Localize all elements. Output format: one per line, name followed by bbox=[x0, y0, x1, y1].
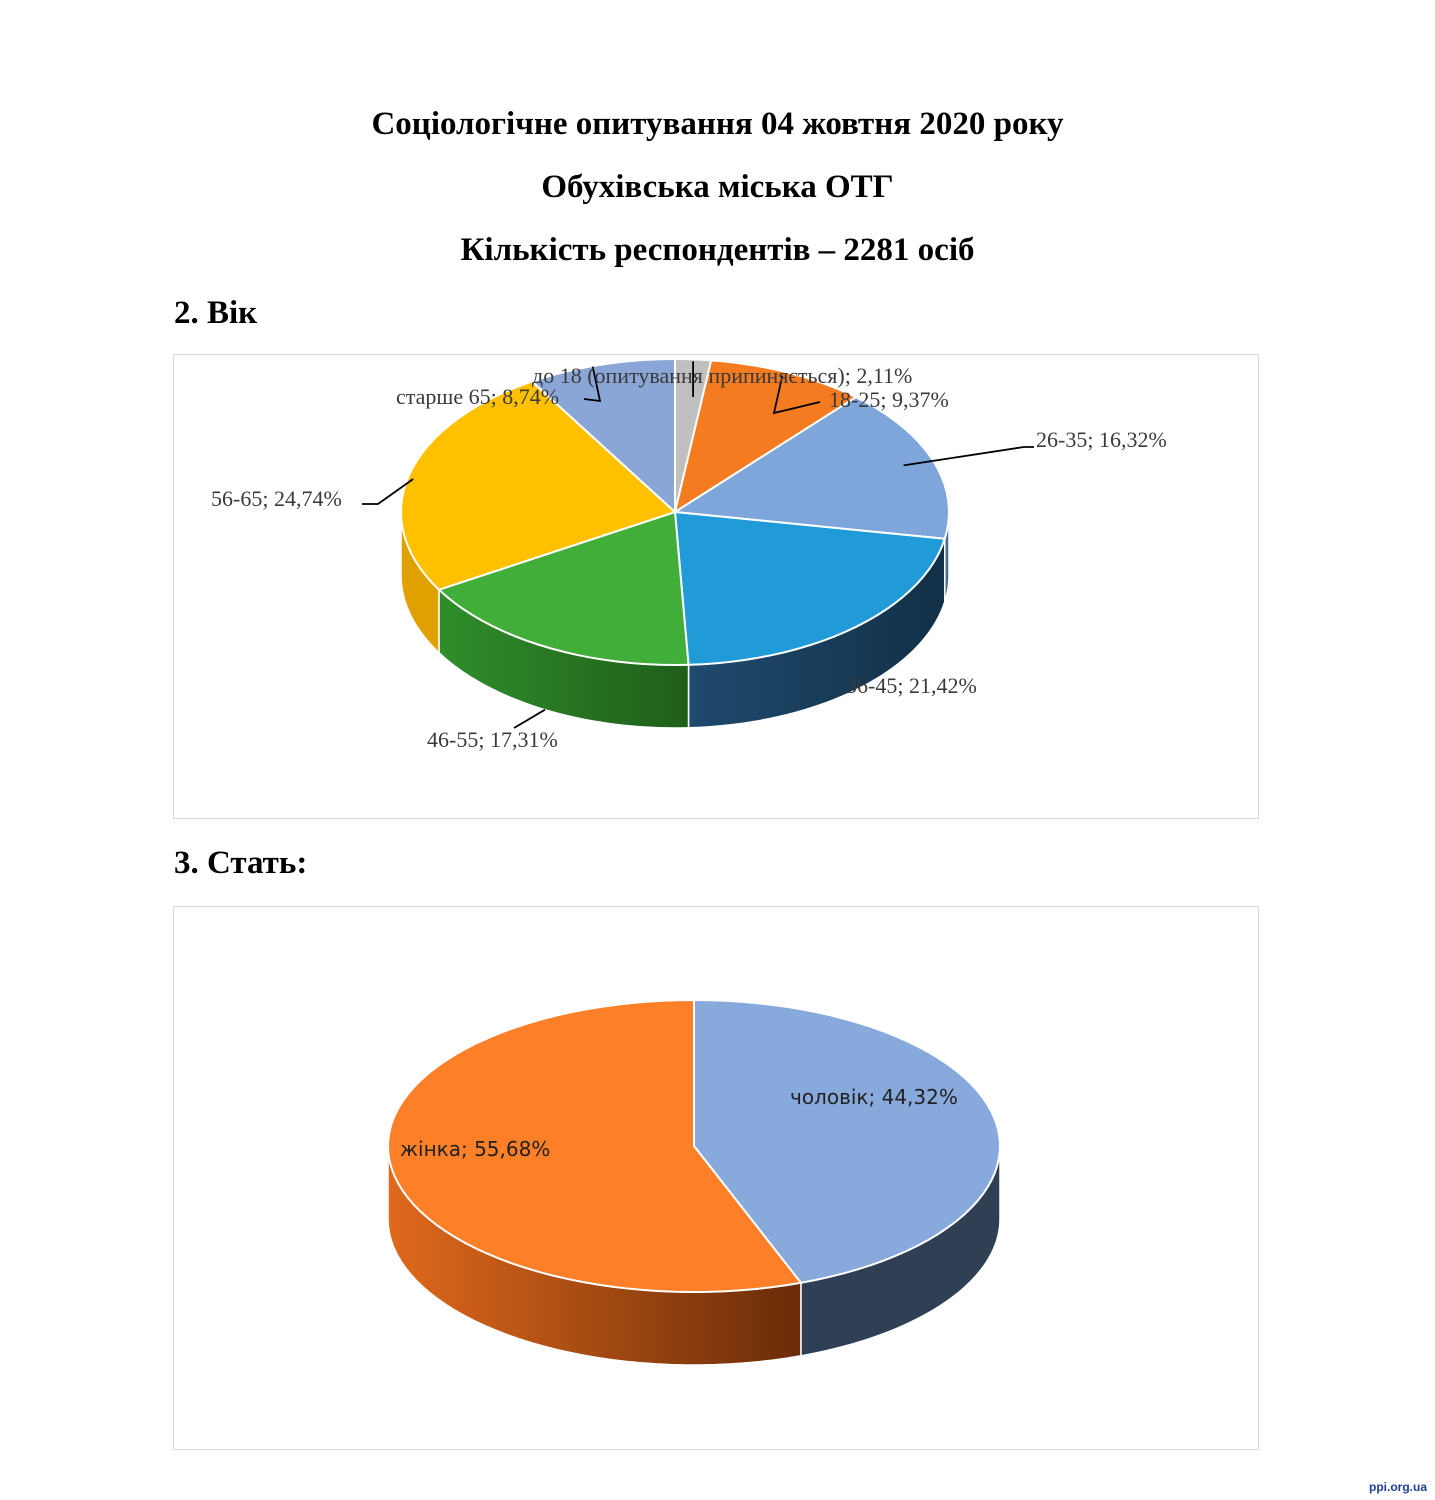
gender-section-heading: 3. Стать: bbox=[174, 845, 308, 881]
report-title: Соціологічне опитування 04 жовтня 2020 року bbox=[371, 106, 1064, 142]
age-chart bbox=[173, 354, 1259, 819]
gender-pie-svg bbox=[174, 907, 1260, 1451]
data-label-жінка: жінка; 55,68% bbox=[400, 1137, 551, 1161]
age-section-heading: 2. Вік bbox=[174, 295, 258, 331]
data-label-46-55: 46-55; 17,31% bbox=[427, 727, 558, 752]
data-label-чоловік: чоловік; 44,32% bbox=[790, 1085, 958, 1109]
respondents-count: Кількість респондентів – 2281 осіб bbox=[460, 232, 975, 268]
report-subtitle: Обухівська міська ОТГ bbox=[541, 169, 894, 205]
leader-line-46-55 bbox=[514, 710, 545, 728]
data-label-старше-65: старше 65; 8,74% bbox=[396, 384, 560, 409]
data-label-56-65: 56-65; 24,74% bbox=[211, 486, 342, 511]
data-label-36-45: 36-45; 21,42% bbox=[846, 673, 977, 698]
watermark: ppi.org.ua bbox=[1369, 1480, 1427, 1494]
data-label-до-18-опитування-припиняється: до 18 (опитування припиняється); 2,11% bbox=[532, 363, 913, 388]
data-label-26-35: 26-35; 16,32% bbox=[1036, 427, 1167, 452]
data-label-18-25: 18-25; 9,37% bbox=[829, 387, 949, 412]
age-pie-svg bbox=[174, 355, 1260, 820]
gender-chart bbox=[173, 906, 1259, 1450]
